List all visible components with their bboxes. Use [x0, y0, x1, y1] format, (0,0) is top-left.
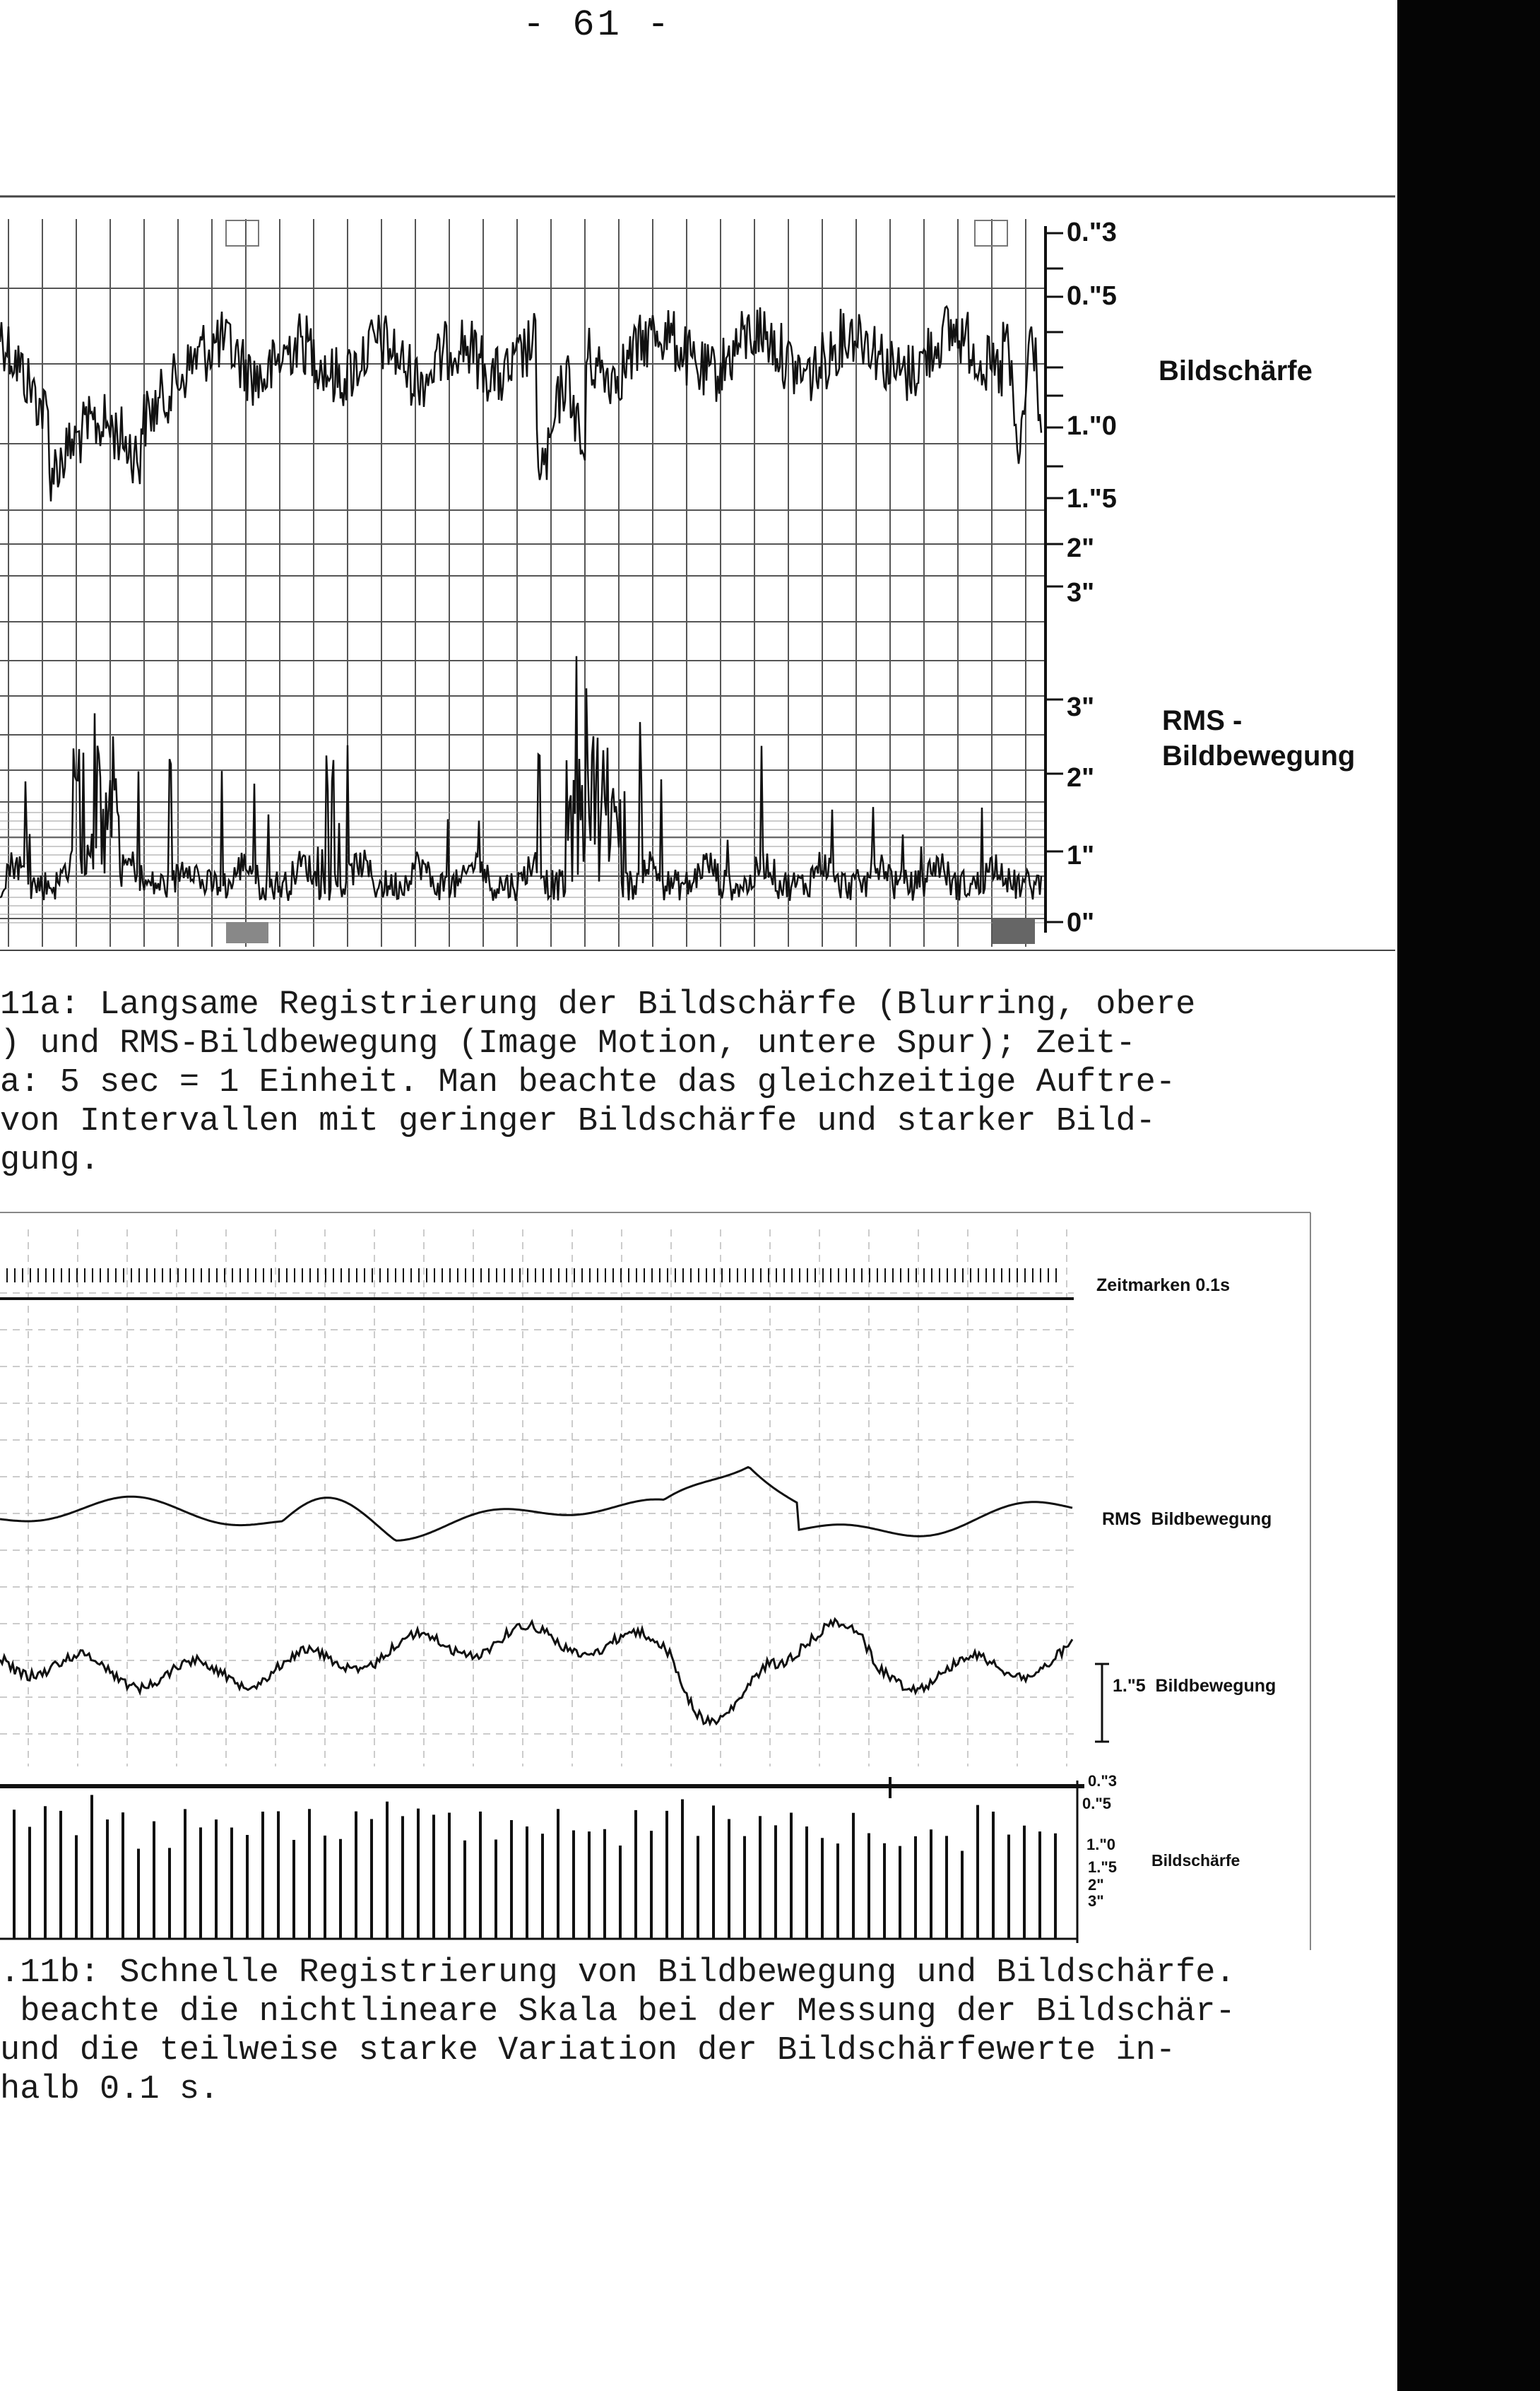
fig-a-caption-line: gung. [0, 1142, 100, 1179]
fig-b-scale-tick: 0."5 [1082, 1795, 1112, 1812]
fig-a-motion-tick: 0" [1067, 908, 1095, 938]
fig-a-scale-tick: 3" [1067, 578, 1095, 608]
fig-b-label-sharpness: Bildschärfe [1151, 1851, 1240, 1870]
fig-a-scale-tick: 1."0 [1067, 411, 1117, 441]
fig-a-label-motion-2: Bildbewegung [1162, 740, 1356, 772]
fig-a-caption-line: a: 5 sec = 1 Einheit. Man beachte das gleichzeitige Auftre- [0, 1064, 1176, 1102]
fig-a-label-sharpness: Bildschärfe [1159, 355, 1313, 386]
fig-b-scale-tick: 1."0 [1086, 1836, 1116, 1853]
fig-a-scale-tick: 2" [1067, 533, 1095, 563]
fig-b-scale-tick: 1."5 [1088, 1858, 1118, 1876]
fig-a-label-motion-1: RMS - [1162, 705, 1243, 736]
fig-a-scale-tick: 1."5 [1067, 484, 1117, 514]
fig-b-scale-tick: 0."3 [1088, 1772, 1118, 1790]
fig-a-motion-tick: 1" [1067, 841, 1095, 870]
fig-a-caption-line: von Intervallen mit geringer Bildschärfe und starker Bild- [0, 1103, 1156, 1140]
fig-b-caption-line: .11b: Schnelle Registrierung von Bildbewegung und Bildschärfe. [0, 1954, 1236, 1992]
fig-a-motion-tick: 3" [1067, 692, 1095, 722]
fig-b-label-timemarks: Zeitmarken 0.1s [1096, 1275, 1230, 1295]
fig-a-caption-line: ) und RMS-Bildbewegung (Image Motion, untere Spur); Zeit- [0, 1025, 1136, 1063]
fig-b-caption-line: und die teilweise starke Variation der Bildschärfewerte in- [0, 2032, 1176, 2070]
fig-a-caption-line: 11a: Langsame Registrierung der Bildschärfe (Blurring, obere [0, 986, 1196, 1024]
fig-b-caption-line: beachte die nichtlineare Skala bei der Messung der Bildschär- [0, 1993, 1236, 2031]
fig-b-label-rms: RMS Bildbewegung [1102, 1509, 1272, 1529]
fig-b-scale-tick: 2" [1088, 1876, 1104, 1894]
fig-a-scale-tick: 0."3 [1067, 218, 1117, 247]
fig-b-label-motion: 1."5 Bildbewegung [1113, 1676, 1277, 1696]
fig-a-motion-tick: 2" [1067, 763, 1095, 793]
fig-b-scale-tick: 3" [1088, 1892, 1104, 1910]
fig-b-caption-line: halb 0.1 s. [0, 2071, 220, 2108]
fig-a-scale-tick: 0."5 [1067, 281, 1117, 311]
fig-b-motion-trace [0, 1619, 1072, 1724]
page-number: - 61 - [523, 4, 673, 46]
fig-b-rms-trace [0, 1468, 1072, 1541]
